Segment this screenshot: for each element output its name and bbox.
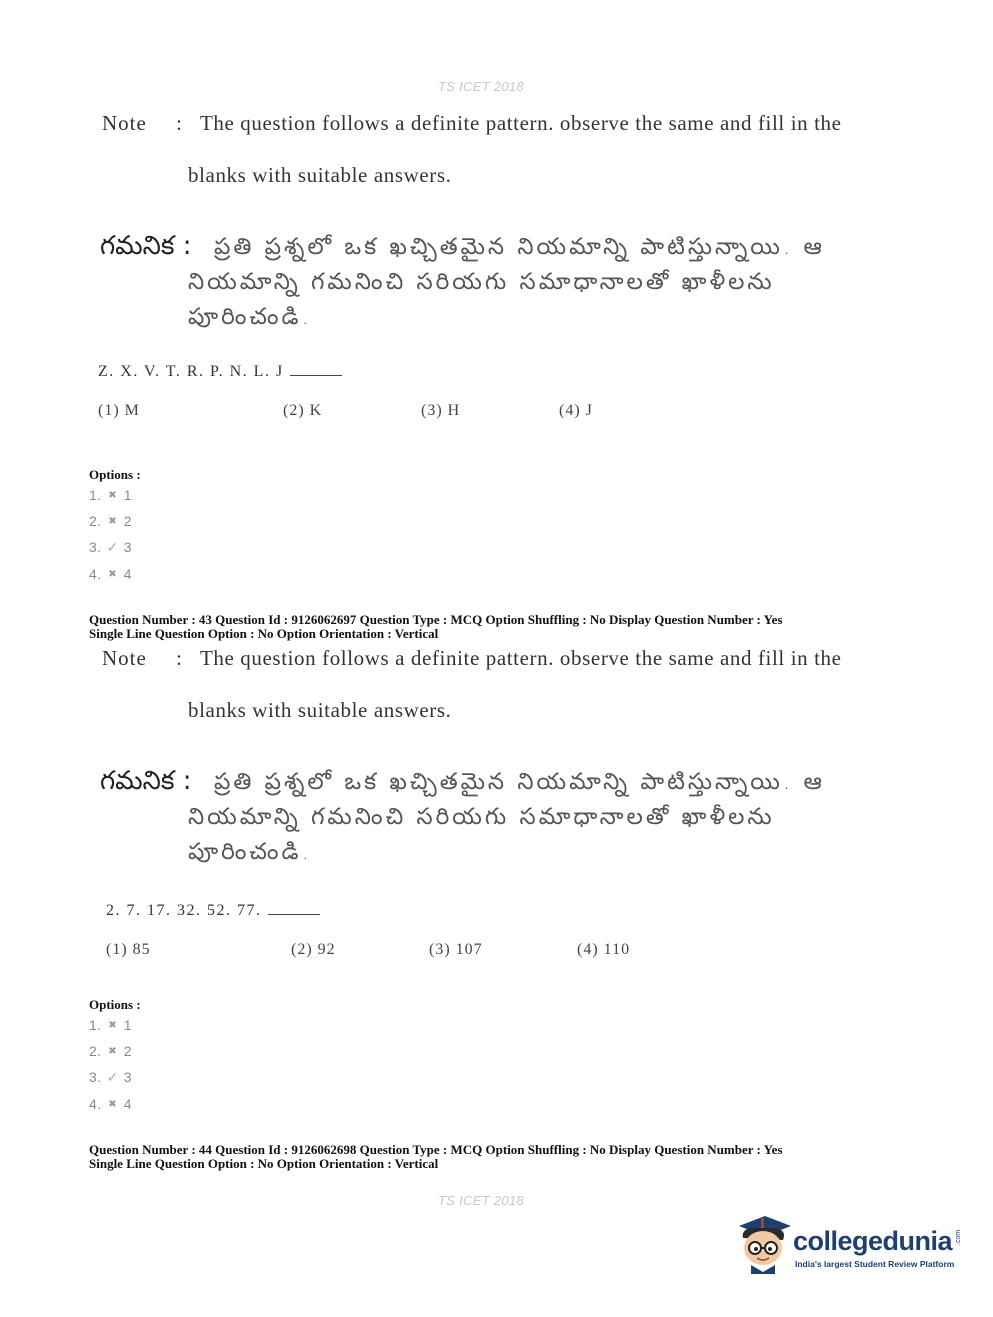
cross-icon: ✖ — [108, 569, 118, 580]
choice-4: (4) 110 — [577, 941, 631, 958]
check-icon: ✓ — [106, 539, 119, 555]
telugu-note-line1: ప్రతి ప్రశ్నలో ఒక ఖచ్చితమైన నియమాన్ని పాటిస్తున్నాయి. ఆ — [214, 234, 825, 260]
check-icon: ✓ — [106, 1069, 119, 1085]
cross-icon: ✖ — [108, 1046, 118, 1057]
question-meta-line1: Question Number : 44 Question Id : 9126062698 Question Type : MCQ Option Shuffling : No Display Question Number : Yes — [89, 1142, 783, 1157]
mascot-icon — [735, 1212, 793, 1282]
option-row: 3. ✓ 3 — [89, 1069, 132, 1085]
option-row: 2. ✖ 2 — [89, 513, 132, 529]
telugu-note-line3: పూరించండి. — [188, 839, 312, 865]
question-meta-line2: Single Line Question Option : No Option Orientation : Vertical — [89, 1156, 439, 1171]
choice-2: (2) 92 — [291, 941, 336, 958]
options-title: Options : — [89, 467, 141, 482]
choice-3: (3) 107 — [429, 941, 483, 958]
telugu-note-line2: నియమాన్ని గమనించి సరియగు సమాధానాలతో ఖాళీలను — [188, 269, 775, 295]
answer-blank — [290, 361, 342, 376]
collegedunia-logo[interactable] — [735, 1212, 963, 1282]
cross-icon: ✖ — [108, 1099, 118, 1110]
note-colon: : — [176, 646, 182, 670]
option-row: 1. ✖ 1 — [89, 487, 132, 503]
telugu-note-line3: పూరించండి. — [188, 304, 312, 330]
telugu-note-label: గమనిక : — [100, 231, 192, 261]
telugu-note-line2: నియమాన్ని గమనించి సరియగు సమాధానాలతో ఖాళీలను — [188, 804, 775, 830]
question-meta-line1: Question Number : 43 Question Id : 9126062697 Question Type : MCQ Option Shuffling : No Display Question Number : Yes — [89, 612, 783, 627]
cross-icon: ✖ — [108, 1020, 118, 1031]
option-row: 4. ✖ 4 — [89, 1096, 132, 1112]
logo-wordmark: collegedunia — [793, 1226, 953, 1256]
choice-1: (1) 85 — [106, 941, 151, 958]
cross-icon: ✖ — [108, 516, 118, 527]
question-series: 2. 7. 17. 32. 52. 77. — [106, 900, 320, 920]
note-label: Note — [102, 646, 147, 670]
logo-tagline: India's largest Student Review Platform — [795, 1259, 955, 1269]
choice-2: (2) K — [283, 402, 323, 419]
options-title: Options : — [89, 997, 141, 1012]
answer-blank — [268, 900, 320, 915]
option-row: 2. ✖ 2 — [89, 1043, 132, 1059]
option-row: 3. ✓ 3 — [89, 539, 132, 555]
note-colon: : — [176, 111, 182, 135]
option-row: 1. ✖ 1 — [89, 1017, 132, 1033]
page-footer-watermark: TS ICET 2018 — [438, 1193, 524, 1208]
note-text-line1: The question follows a definite pattern. observe the same and fill in the — [200, 646, 842, 670]
note-label: Note — [102, 111, 147, 135]
question-meta-line2: Single Line Question Option : No Option Orientation : Vertical — [89, 626, 439, 641]
telugu-note-label: గమనిక : — [100, 766, 192, 796]
note-text-line2: blanks with suitable answers. — [188, 163, 452, 187]
option-row: 4. ✖ 4 — [89, 566, 132, 582]
telugu-note-line1: ప్రతి ప్రశ్నలో ఒక ఖచ్చితమైన నియమాన్ని పాటిస్తున్నాయి. ఆ — [214, 769, 825, 795]
note-text-line1: The question follows a definite pattern. observe the same and fill in the — [200, 111, 842, 135]
choice-1: (1) M — [98, 402, 140, 419]
question-series: Z. X. V. T. R. P. N. L. J — [98, 361, 342, 381]
logo-domain-suffix: .com — [955, 1229, 963, 1246]
choice-4: (4) J — [559, 402, 593, 419]
page-header-watermark: TS ICET 2018 — [438, 79, 524, 94]
note-text-line2: blanks with suitable answers. — [188, 698, 452, 722]
choice-3: (3) H — [421, 402, 461, 419]
cross-icon: ✖ — [108, 490, 118, 501]
